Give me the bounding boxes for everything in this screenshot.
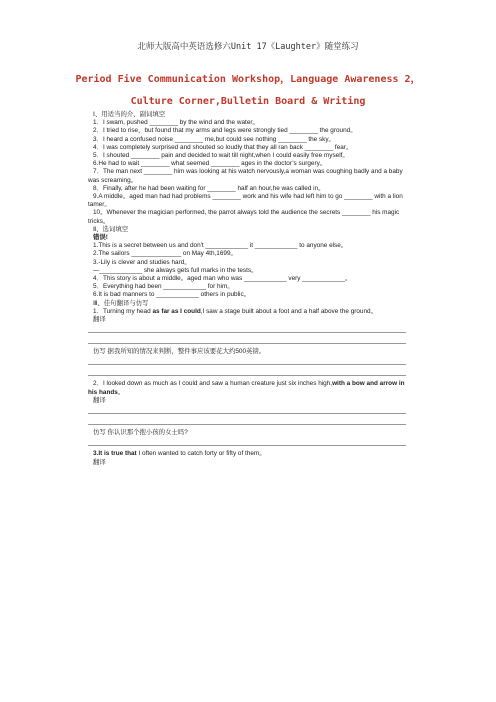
answer-line[interactable] xyxy=(88,358,406,365)
s2-item-4: 4．This story is about a middle。aged man who was ____________ very ____________。 xyxy=(93,275,352,283)
s3-item-3 xyxy=(88,450,406,458)
translate-label-3: 翻译 xyxy=(93,458,106,466)
s3-item-1-bold: as far as I could xyxy=(152,307,201,315)
word-bank-error-label: 错误! xyxy=(93,234,108,242)
s1-item-1: 1．I swam, pushed ________ by the wind and the water。 xyxy=(93,119,259,127)
answer-line[interactable] xyxy=(88,326,406,333)
s3-item-1-pre: 1．Turning my head xyxy=(93,307,153,315)
answer-line[interactable] xyxy=(88,418,406,425)
translate-label-2: 翻译 xyxy=(93,396,106,404)
s3-item-2-post: 。 xyxy=(117,388,125,396)
s3-item-1 xyxy=(88,308,406,316)
s3-item-3-bold: 3.It is true that xyxy=(93,450,137,458)
s3-item-2 xyxy=(88,380,406,396)
section3-heading: Ⅲ、佳句翻译与仿写 xyxy=(93,299,149,307)
s1-item-8: 8．Finally, after he had been waiting for ________ half an hour,he was called in。 xyxy=(93,184,325,192)
s1-item-9: 9.A middle。aged man had had problems ________ work and his wife had left him to go ________ with a lion tamer。 xyxy=(88,193,403,209)
s1-item-5: 5．I shouted ________ pain and decided to wait till night,when I could easily free myself。 xyxy=(93,152,349,160)
s3-item-2-pre: 2．I looked down as much as I could and saw a human creature just six inches high, xyxy=(93,380,333,388)
exercise-content xyxy=(88,111,406,467)
page-header: 北师大版高中英语选修六Unit 17《Laughter》随堂练习 xyxy=(137,42,359,52)
answer-line[interactable] xyxy=(88,439,406,446)
s2-item-3: 3.-Lily is clever and studies hard。 xyxy=(93,258,191,266)
answer-line[interactable] xyxy=(88,369,406,376)
period-title-line1: Period Five Communication Workshop，Language Awareness 2， xyxy=(75,74,421,85)
section1-heading: Ⅰ、用适当的介、副词填空 xyxy=(93,111,166,118)
s3-item-2-bold: with a bow and arrow in his hands xyxy=(88,380,405,396)
s2-item-3b: —____________ she always gets full marks in the tests。 xyxy=(93,266,258,274)
answer-line[interactable] xyxy=(88,337,406,344)
s1-item-7: 7．The man next ________ him was looking at his watch nervously,a woman was coughing badly and a baby was screaming。 xyxy=(88,168,403,184)
s2-item-1: 1.This is a secret between us and don't ____________ it ____________ to anyone else。 xyxy=(93,242,348,250)
period-title-line2: Culture Corner,Bulletin Board & Writing xyxy=(130,96,366,107)
answer-line[interactable] xyxy=(88,407,406,414)
s2-item-6: 6.It is bad manners to ____________ others in public。 xyxy=(93,291,251,299)
s1-item-6: 6.He had to wait ________ what seemed ________ ages in the doctor’s surgery。 xyxy=(93,160,327,168)
s1-item-10: 10。Whenever the magician performed, the parrot always told the audience the secrets ________ his magic tricks。 xyxy=(88,209,400,225)
imitate-2: 仿写 你认识那个抱小孩的女士吗? xyxy=(93,429,188,437)
s1-item-2: 2．I tried to rise，but found that my arms and legs were strongly tied ________ the ground。 xyxy=(93,127,357,135)
s3-item-1-post: ,I saw a stage built about a foot and a half above the ground。 xyxy=(200,307,377,315)
section2-heading: Ⅱ、选词填空 xyxy=(93,225,129,233)
imitate-1: 仿写 据我所知的情况来判断，整件事应该要花大约500英镑。 xyxy=(93,348,266,356)
s1-item-4: 4．I was completely surprised and shouted so loudly that they all ran back ________ fear。 xyxy=(93,143,353,151)
translate-label-1: 翻译 xyxy=(93,316,106,324)
s3-item-3-post: I often wanted to catch forty or fifty of them。 xyxy=(136,450,266,458)
s2-item-2: 2.The sailors ______________ on May 4th,1699。 xyxy=(93,250,237,258)
s2-item-5: 5．Everything had been ____________ for him。 xyxy=(93,283,234,291)
s1-item-3: 3．I heard a confused noise ________ me,but could see nothing ________ the sky。 xyxy=(93,135,335,143)
